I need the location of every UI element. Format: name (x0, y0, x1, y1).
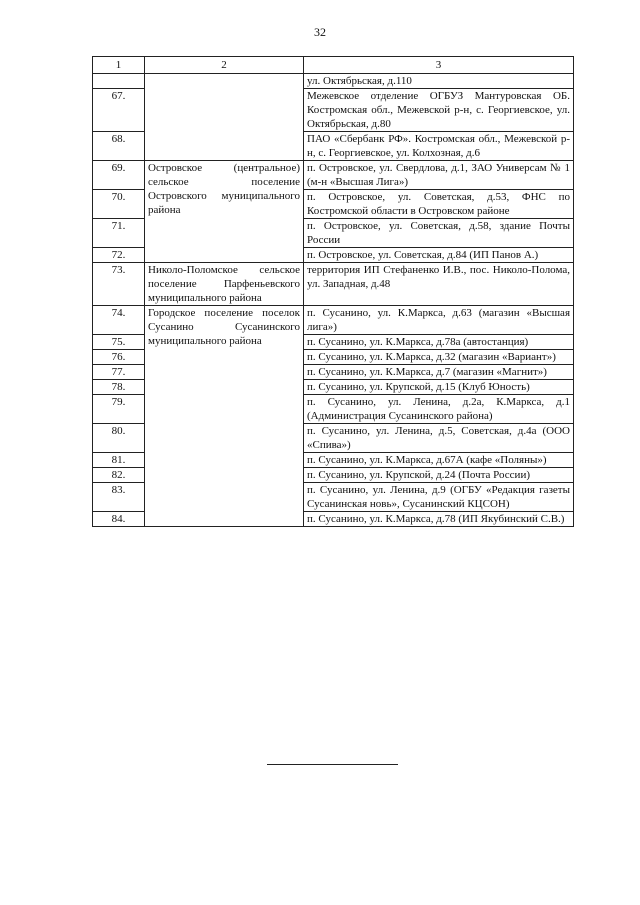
row-number-cell: 68. (93, 132, 145, 161)
table-body (93, 57, 574, 527)
address-cell: п. Сусанино, ул. К.Маркса, д.78 (ИП Якубинский С.В.) (304, 512, 574, 527)
address-cell: территория ИП Стефаненко И.В., пос. Николо-Полома, ул. Западная, д.48 (304, 263, 574, 306)
address-cell: п. Сусанино, ул. К.Маркса, д.7 (магазин «Магнит») (304, 365, 574, 380)
column-header-3: 3 (304, 57, 574, 74)
table-row (93, 263, 574, 306)
settlement-cell: Николо-Поломское сельское поселение Парфеньевского муниципального района (145, 263, 304, 306)
column-header-2: 2 (145, 57, 304, 74)
address-cell: п. Островское, ул. Свердлова, д.1, ЗАО Универсам № 1 (м-н «Высшая Лига») (304, 161, 574, 190)
row-number-cell: 76. (93, 350, 145, 365)
address-cell: п. Сусанино, ул. Ленина, д.2а, К.Маркса, д.1 (Администрация Сусанинского района) (304, 395, 574, 424)
column-header-1: 1 (93, 57, 145, 74)
row-number-cell: 70. (93, 190, 145, 219)
table-row (93, 306, 574, 335)
address-cell: п. Сусанино, ул. Крупской, д.24 (Почта России) (304, 468, 574, 483)
row-number-cell: 82. (93, 468, 145, 483)
row-number-cell: 73. (93, 263, 145, 306)
row-number-cell: 83. (93, 483, 145, 512)
table-header-row (93, 57, 574, 74)
address-cell: п. Островское, ул. Советская, д.58, здание Почты России (304, 219, 574, 248)
address-cell: п. Островское, ул. Советская, д.84 (ИП Панов А.) (304, 248, 574, 263)
settlement-cell: Городское поселение поселок Сусанино Сусанинского муниципального района (145, 306, 304, 527)
address-cell: п. Сусанино, ул. К.Маркса, д.63 (магазин «Высшая лига») (304, 306, 574, 335)
row-number-cell: 79. (93, 395, 145, 424)
address-cell: п. Сусанино, ул. Крупской, д.15 (Клуб Юность) (304, 380, 574, 395)
address-cell: п. Островское, ул. Советская, д.53, ФНС по Костромской области в Островском районе (304, 190, 574, 219)
row-number-cell: 81. (93, 453, 145, 468)
row-number-cell: 67. (93, 89, 145, 132)
row-number-cell: 78. (93, 380, 145, 395)
row-number-cell (93, 74, 145, 89)
address-cell: п. Сусанино, ул. К.Маркса, д.32 (магазин «Вариант») (304, 350, 574, 365)
address-cell: Межевское отделение ОГБУЗ Мантуровская ОБ. Костромская обл., Межевской р-н, с. Георгиевское, ул. Октябрьская, д.80 (304, 89, 574, 132)
address-cell: ул. Октябрьская, д.110 (304, 74, 574, 89)
page-number: 32 (314, 25, 326, 39)
address-cell: ПАО «Сбербанк РФ». Костромская обл., Межевской р-н, с. Георгиевское, ул. Колхозная, д.6 (304, 132, 574, 161)
address-cell: п. Сусанино, ул. Ленина, д.5, Советская, д.4а (ООО «Спива») (304, 424, 574, 453)
address-cell: п. Сусанино, ул. Ленина, д.9 (ОГБУ «Редакция газеты Сусанинская новь», Сусанинский КЦСОН) (304, 483, 574, 512)
settlement-cell: Островское (центральное) сельское поселение Островского муниципального района (145, 161, 304, 263)
settlement-cell (145, 74, 304, 161)
row-number-cell: 69. (93, 161, 145, 190)
bottom-separator-line (267, 764, 398, 765)
table-row-continuation (93, 74, 574, 89)
polling-places-table (92, 56, 574, 527)
row-number-cell: 84. (93, 512, 145, 527)
row-number-cell: 74. (93, 306, 145, 335)
row-number-cell: 72. (93, 248, 145, 263)
row-number-cell: 71. (93, 219, 145, 248)
row-number-cell: 80. (93, 424, 145, 453)
row-number-cell: 77. (93, 365, 145, 380)
address-cell: п. Сусанино, ул. К.Маркса, д.78а (автостанция) (304, 335, 574, 350)
table-row (93, 161, 574, 190)
address-cell: п. Сусанино, ул. К.Маркса, д.67А (кафе «Поляны») (304, 453, 574, 468)
row-number-cell: 75. (93, 335, 145, 350)
